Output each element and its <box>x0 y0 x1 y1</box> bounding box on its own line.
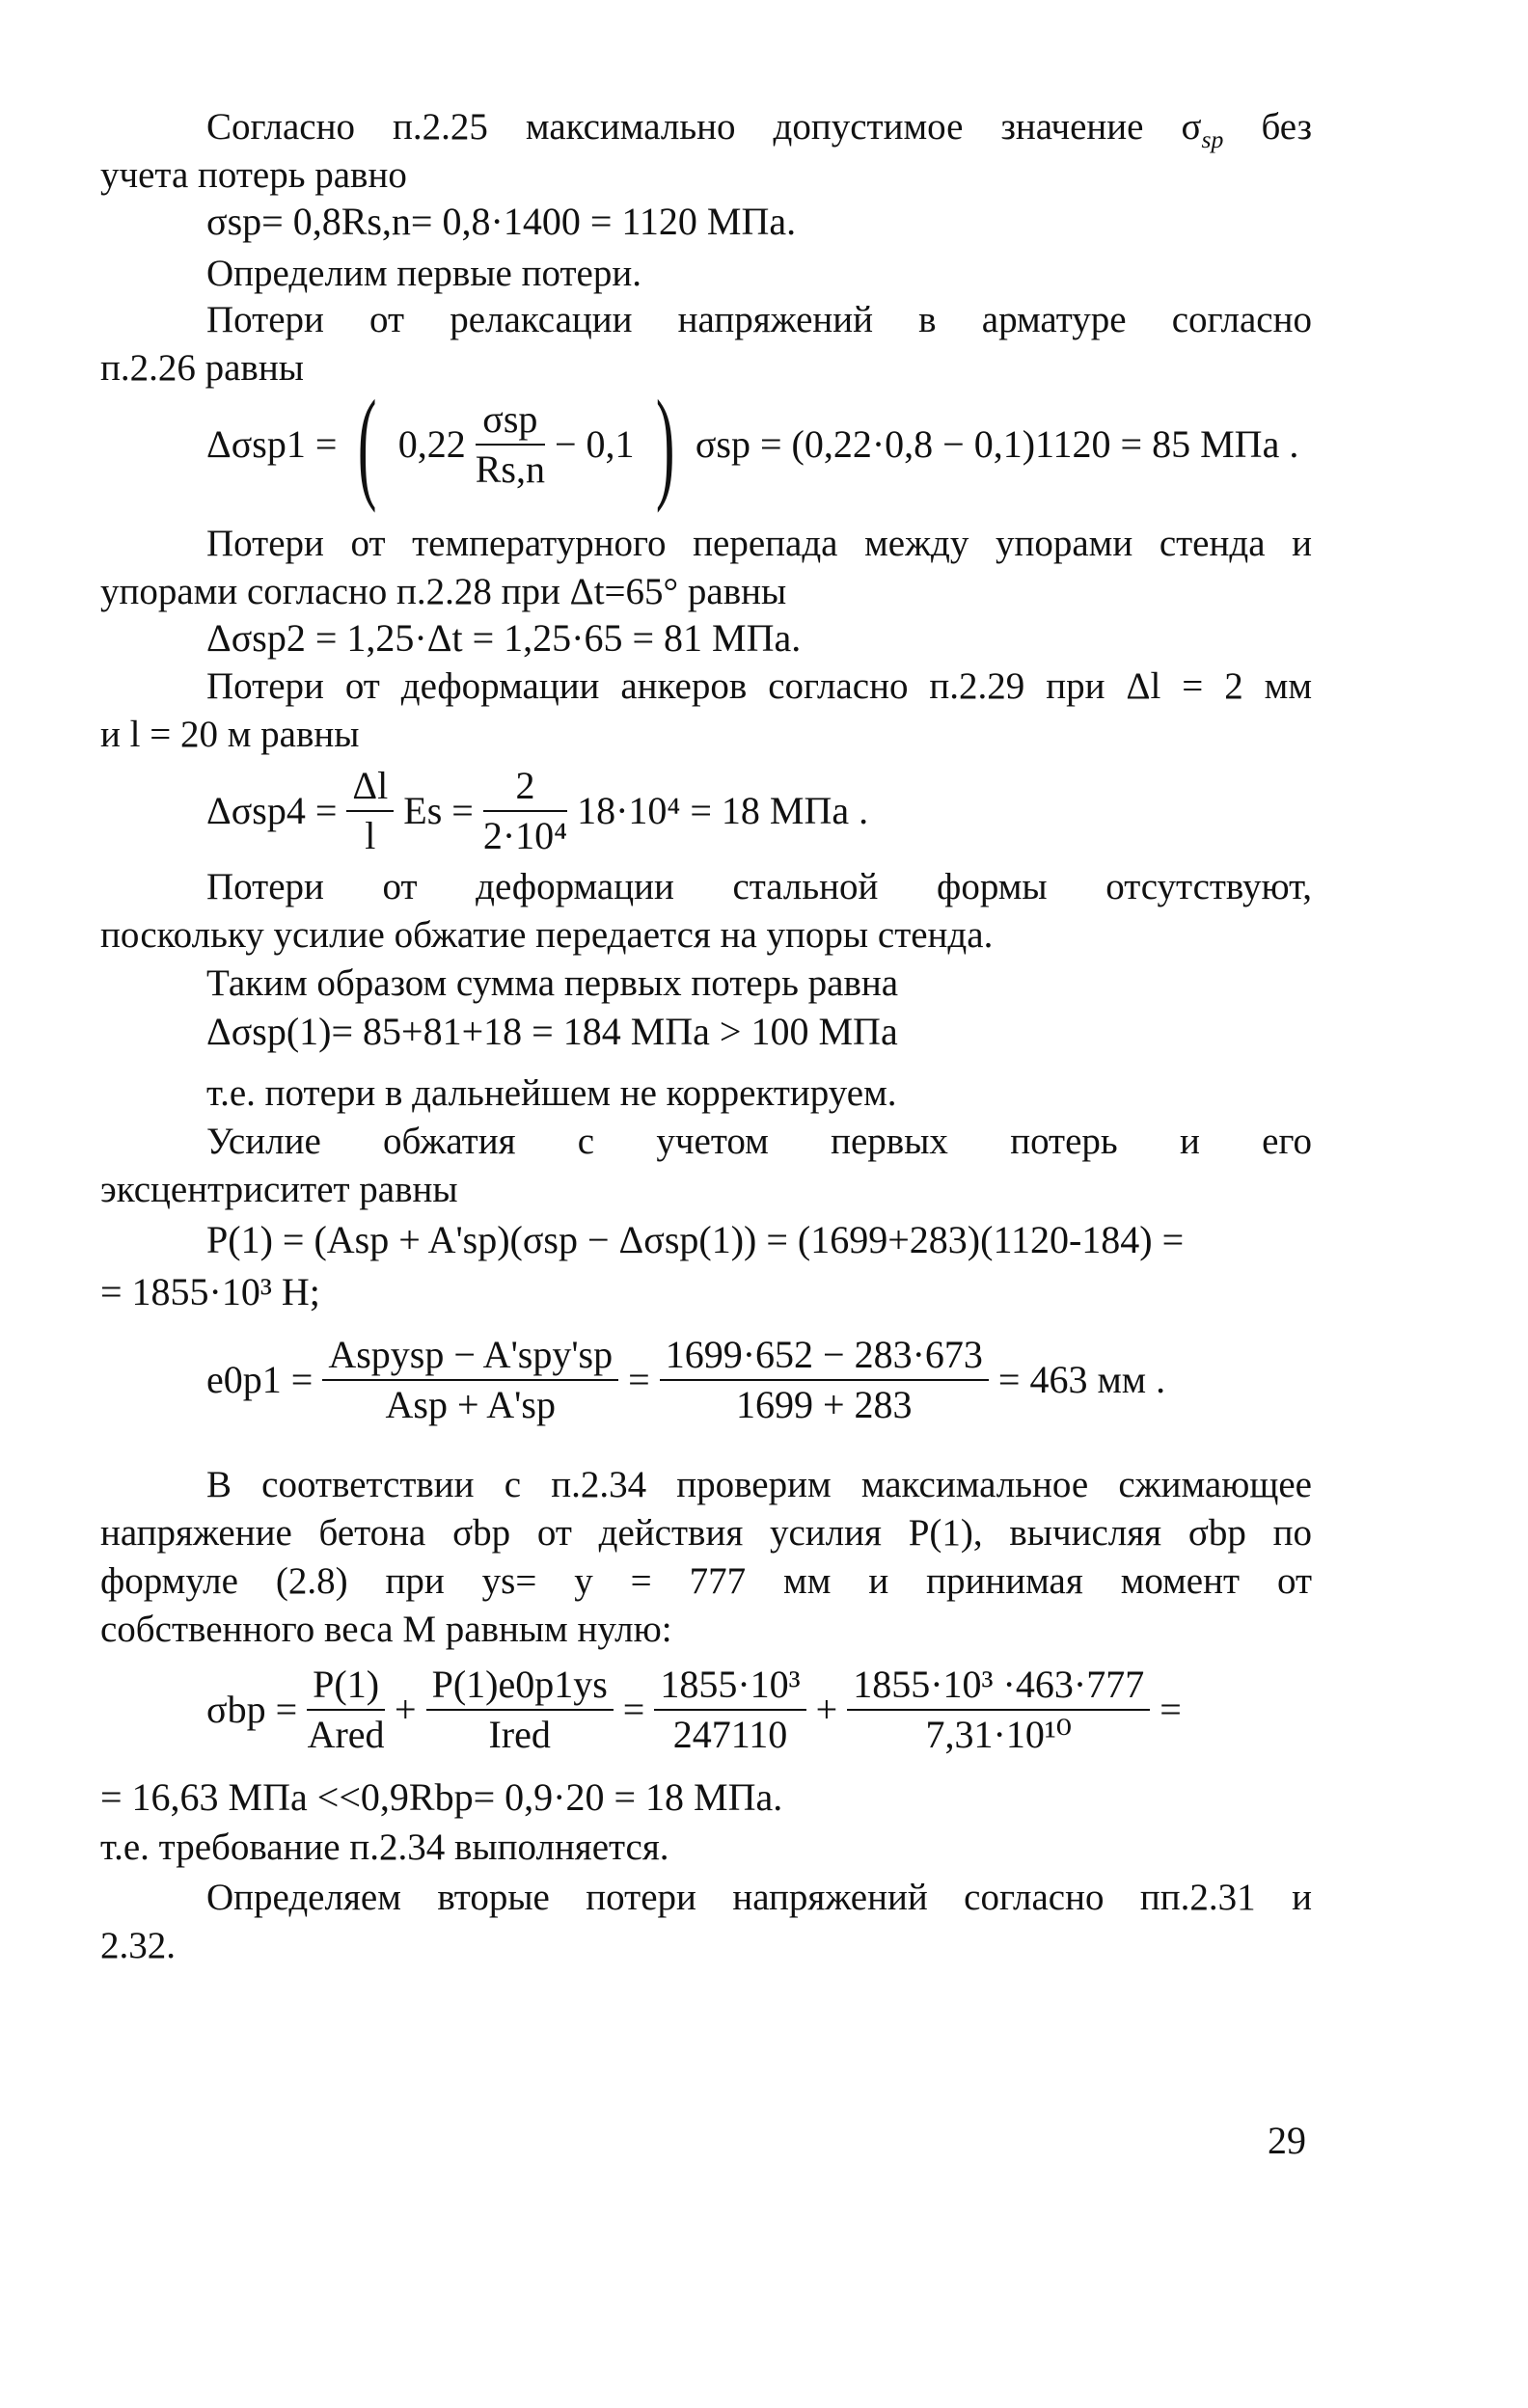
f8-num-2: 1699·652 − 283·673 <box>660 1331 989 1381</box>
f4-frac-2 <box>483 762 567 860</box>
open-paren: ( <box>358 375 377 514</box>
f8-right: = 463 мм . <box>997 1358 1166 1401</box>
f8-den-1: Asp + A'sp <box>385 1383 556 1426</box>
text-line-18: т.е. потери в дальнейшем не корректируем. <box>206 1072 897 1114</box>
f9-plus-1: + <box>395 1688 417 1731</box>
text-line-6: п.2.26 равны <box>100 347 304 389</box>
f2-den: Rs,n <box>475 447 545 491</box>
f4-num-2: 2 <box>483 762 567 812</box>
text-line-4: Определим первые потери. <box>206 253 641 294</box>
close-paren: ) <box>655 375 674 514</box>
f2-num: σsp <box>476 395 545 446</box>
formula-sum-first-losses: Δσsp(1)= 85+81+18 = 184 МПа > 100 МПа <box>206 1010 898 1053</box>
text-line-24: В соответствии с п.2.34 проверим максимальное сжимающее <box>206 1464 1312 1505</box>
f9-num-2: P(1)e0p1ys <box>426 1661 614 1711</box>
text-line-15: поскольку усилие обжатие передается на упоры стенда. <box>100 914 994 956</box>
formula-delta-sigma-sp4 <box>206 762 868 860</box>
f9-frac-2 <box>426 1661 614 1759</box>
f4-right: 18·10⁴ = 18 МПа . <box>577 789 869 832</box>
text-line-25: напряжение бетона σbp от действия усилия P(1), вычисляя σbp по <box>100 1512 1312 1554</box>
f9-num-3: 1855·10³ <box>654 1661 805 1711</box>
text-line-20: эксцентриситет равны <box>100 1169 458 1210</box>
text-line-11: Потери от деформации анкеров согласно п.2.29 при Δl = 2 мм <box>206 665 1312 707</box>
f4-mid: Es = <box>403 789 474 832</box>
text-line-26: формуле (2.8) при ys= y = 777 мм и принимая момент от <box>100 1560 1312 1602</box>
f8-left: e0p1 = <box>206 1358 314 1401</box>
f9-eq-2: = <box>1160 1688 1182 1731</box>
f2-left: Δσsp1 = <box>206 422 338 466</box>
f9-eq-1: = <box>622 1688 645 1731</box>
f8-frac-1 <box>322 1331 618 1429</box>
text-line-5: Потери от релаксации напряжений в арматуре согласно <box>206 299 1312 340</box>
text-line-30: т.е. требование п.2.34 выполняется. <box>100 1826 669 1868</box>
f9-frac-1 <box>307 1661 385 1759</box>
f9-den-4: 7,31·10¹⁰ <box>925 1713 1072 1756</box>
f9-den-3: 247110 <box>672 1713 788 1756</box>
f9-left: σbp = <box>206 1688 298 1731</box>
text-line-31: Определяем вторые потери напряжений согласно пп.2.31 и <box>206 1877 1312 1918</box>
f9-num-1: P(1) <box>307 1661 385 1711</box>
text-line-19: Усилие обжатия с учетом первых потерь и его <box>206 1121 1312 1162</box>
f9-den-2: Ired <box>488 1713 551 1756</box>
f9-plus-2: + <box>815 1688 838 1731</box>
text-line-8: Потери от температурного перепада между упорами стенда и <box>206 523 1312 564</box>
f2-fraction <box>476 395 545 494</box>
f4-den-1: l <box>365 814 376 857</box>
f4-num-1: Δl <box>346 762 394 812</box>
formula-p1: P(1) = (Asp + A'sp)(σsp − Δσsp(1)) = (1699+283)(1120-184) = <box>206 1218 1185 1261</box>
f9-frac-4 <box>847 1661 1150 1759</box>
f8-eq: = <box>628 1358 650 1401</box>
text-line-16: Таким образом сумма первых потерь равна <box>206 962 899 1004</box>
text-line-2: учета потерь равно <box>100 154 407 196</box>
page-number: 29 <box>1268 2119 1306 2162</box>
text-line-12: и l = 20 м равны <box>100 714 360 755</box>
text-line-1: Согласно п.2.25 максимально допустимое значение $\sigma_{sp}$ без <box>206 106 1312 153</box>
formula-sigma-bp-result: = 16,63 МПа <<0,9Rbp= 0,9·20 = 18 МПа. <box>100 1775 783 1819</box>
f2-minus: − 0,1 <box>554 422 635 466</box>
formula-delta-sigma-sp1 <box>206 375 1299 514</box>
formula-e0p1 <box>206 1331 1165 1429</box>
f2-right: σsp = (0,22·0,8 − 0,1)1120 = 85 МПа . <box>695 422 1299 466</box>
text-line-9: упорами согласно п.2.28 при Δt=65° равны <box>100 571 787 612</box>
text-line-27: собственного веса M равным нулю: <box>100 1609 672 1650</box>
f4-left: Δσsp4 = <box>206 789 338 832</box>
f2-coef: 0,22 <box>397 422 466 466</box>
text-line-32: 2.32. <box>100 1925 176 1966</box>
f8-den-2: 1699 + 283 <box>736 1383 913 1426</box>
formula-p1-result: = 1855·10³ Н; <box>100 1270 320 1313</box>
text-line-14: Потери от деформации стальной формы отсутствуют, <box>206 866 1312 907</box>
f9-num-4: 1855·10³ ·463·777 <box>847 1661 1150 1711</box>
formula-sigma-bp <box>206 1661 1182 1759</box>
f4-den-2: 2·10⁴ <box>482 814 568 857</box>
formula-delta-sigma-sp2: Δσsp2 = 1,25·Δt = 1,25·65 = 81 МПа. <box>206 616 802 660</box>
formula-sigma-sp: σsp= 0,8Rs,n= 0,8·1400 = 1120 МПа. <box>206 200 797 243</box>
f9-den-1: Ared <box>307 1713 385 1756</box>
f8-frac-2 <box>660 1331 989 1429</box>
f9-frac-3 <box>654 1661 805 1759</box>
f8-num-1: Aspysp − A'spy'sp <box>322 1331 618 1381</box>
f4-frac-1 <box>346 762 394 860</box>
